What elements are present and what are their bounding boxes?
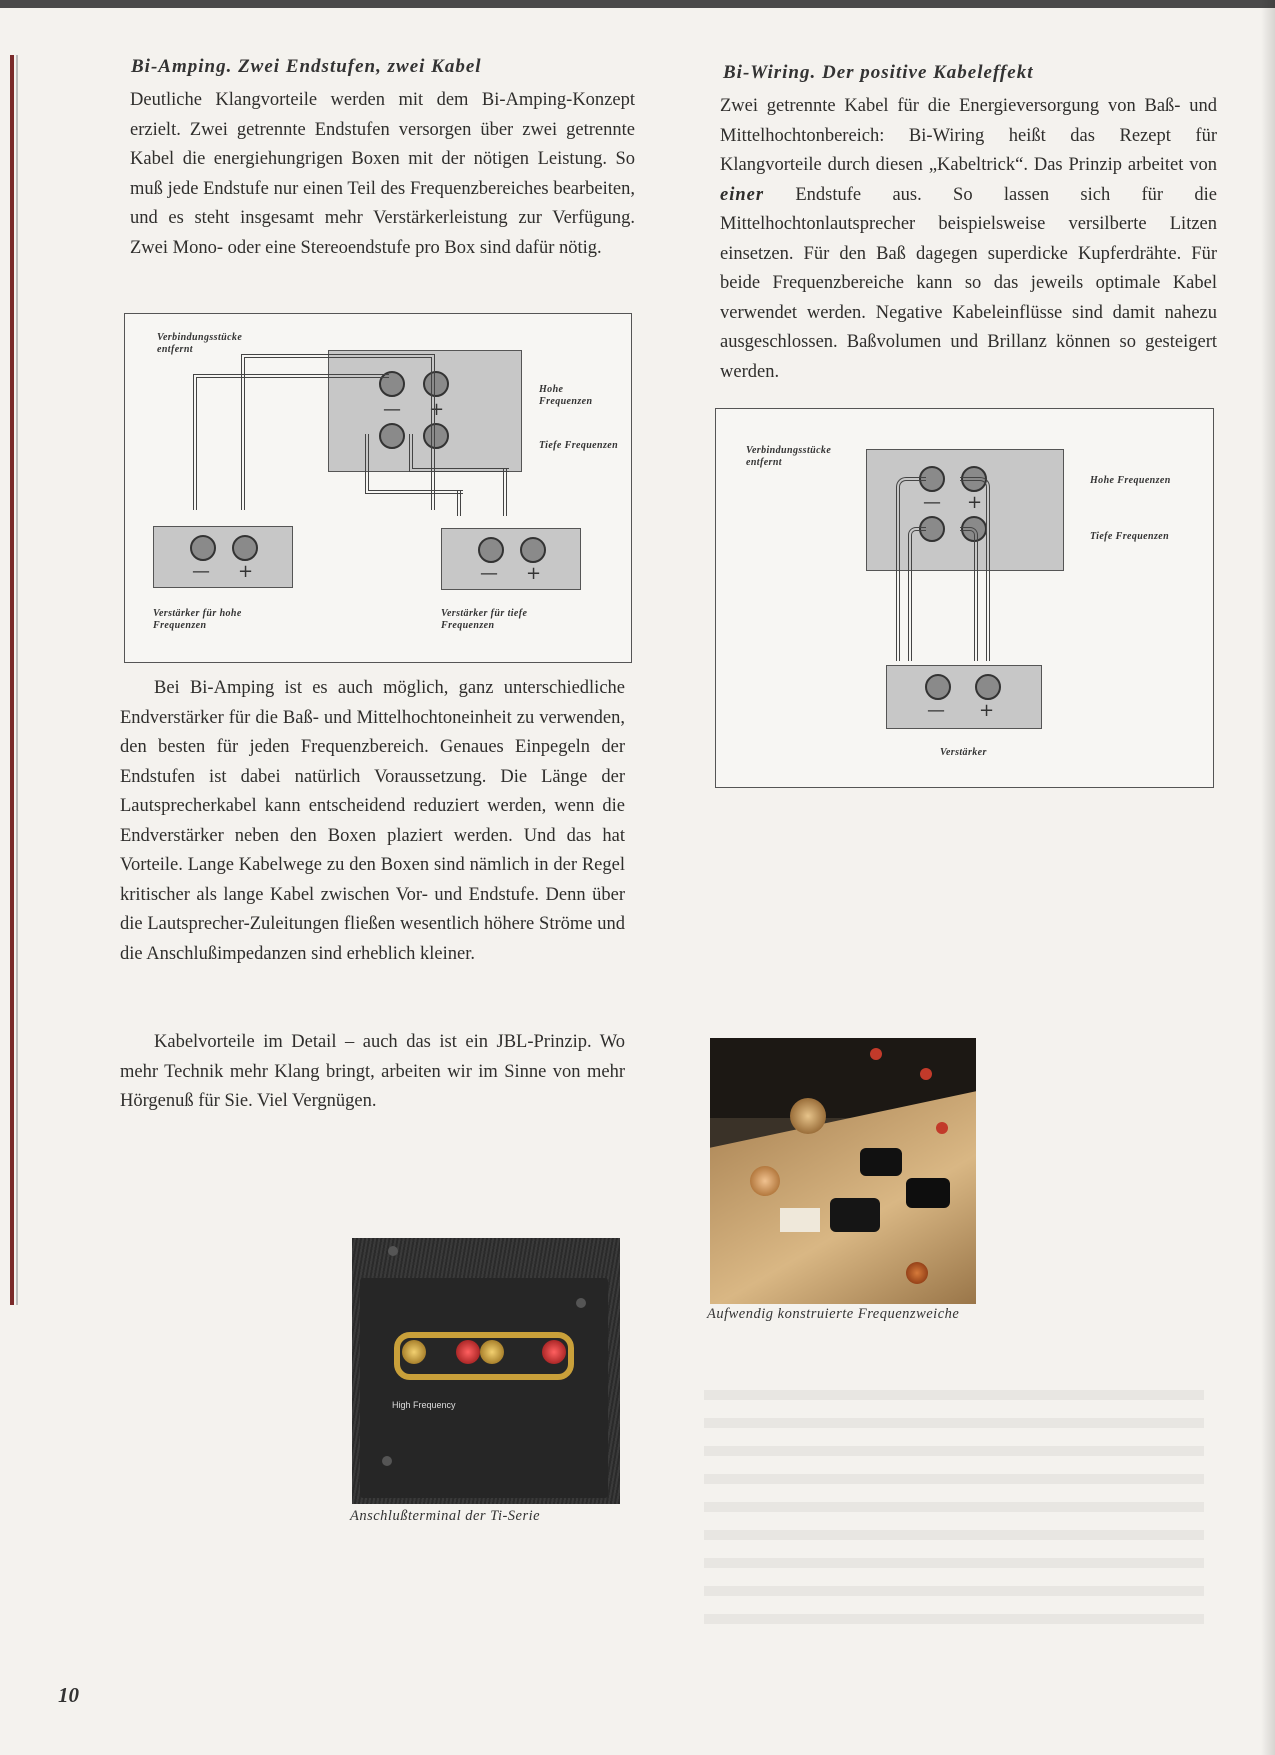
amp-plus-terminal [975, 674, 1001, 700]
plus-sign: + [979, 700, 995, 721]
screw [388, 1246, 398, 1256]
terminal-post [936, 1122, 948, 1134]
amp-high-box [153, 526, 293, 588]
crossover-photo [710, 1038, 976, 1304]
amp-high-minus-terminal [190, 535, 216, 561]
binding-post [456, 1340, 480, 1364]
page-number: 10 [58, 1683, 79, 1707]
biwire-intro-part1: Zwei getrennte Kabel für die Energieversorgung von Baß- und Mittelhochtonbereich: Bi-Wiring heißt das Rezept für Klangvorteile durch diesen „Kabeltrick“. Das Prinzip arbeitet von [720, 96, 1217, 175]
terminal-imprint: High Frequency [392, 1400, 456, 1410]
amp-low-plus-terminal [520, 537, 546, 563]
wire-low-minus [908, 527, 926, 661]
biwire-heading: Bi-Wiring. Der positive Kabeleffekt [723, 62, 1034, 83]
biwire-intro-part2: Endstufe aus. So lassen sich für die Mittelhochtonlautsprecher beispielsweise versilberte Litzen einsetzen. Für den Baß dagegen superdicke Kupferdrähte. Für beide Frequenzbereiche kann so das jeweils optimale Kabel verwendet werden. Negative Kabeleinflüsse sind damit nahezu ausgeschlossen. Baßvolumen und Brillanz können so gesteigert werden. [720, 184, 1217, 382]
label-low-frequencies: Tiefe Frequenzen [1090, 531, 1170, 542]
biamp-intro: Deutliche Klangvorteile werden mit dem Bi-Amping-Konzept erzielt. Zwei getrennte Endstufen versorgen über zwei getrennte Kabel die energiehungrigen Boxen mit der nötigen Leistung. So muß jede Endstufe nur einen Teil des Frequenzbereiches bearbeiten, und es steht insgesamt mehr Verstärkerleistung zur Verfügung. Zwei Mono- oder eine Stereoendstufe pro Box sind dafür nötig. [130, 90, 635, 258]
page-top-edge [0, 0, 1275, 8]
label-amp-high: Verstärker für hohe Frequenzen [153, 608, 242, 631]
wire-low-minus-drop [457, 490, 465, 516]
minus-sign: — [383, 399, 401, 420]
minus-sign: — [923, 492, 941, 513]
terminal-plate [360, 1278, 608, 1498]
label-amp-low: Verstärker für tiefe Frequenzen [441, 608, 528, 631]
biwire-intro [720, 92, 1217, 387]
binding-post [542, 1340, 566, 1364]
coil [750, 1166, 780, 1196]
terminal-post [870, 1048, 882, 1060]
label-low-frequencies: Tiefe Frequenzen [539, 440, 619, 451]
plus-sign: + [429, 399, 445, 420]
minus-sign: — [480, 563, 498, 584]
biamp-heading: Bi-Amping. Zwei Endstufen, zwei Kabel [131, 56, 482, 77]
label-connectors-removed: Verbindungsstücke entfernt [746, 445, 832, 468]
label-high-frequencies: Hohe Frequenzen [539, 384, 593, 407]
show-through [704, 1390, 1204, 1630]
biamp-diagram [124, 313, 632, 663]
binding-edge-line [16, 55, 18, 1305]
wire-low-plus [960, 527, 978, 661]
amp-high-plus-terminal [232, 535, 258, 561]
terminal-photo [352, 1238, 620, 1504]
binding-post [402, 1340, 426, 1364]
coil [906, 1262, 928, 1284]
closing-paragraph: Kabelvorteile im Detail – auch das ist ein JBL-Prinzip. Wo mehr Technik mehr Klang bringt, arbeiten wir im Sinne von mehr Hörgenuß für Sie. Viel Vergnügen. [120, 1032, 625, 1111]
biamp-body: Bei Bi-Amping ist es auch möglich, ganz unterschiedliche Endverstärker für die Baß- und Mittelhochtoneinheit zu verwenden, den besten für jeden Frequenzbereich. Genaues Einpegeln der Endstufen ist dabei natürlich Voraussetzung. Die Länge der Lautsprecherkabel kann entscheidend reduziert werden, wenn die Endverstärker neben den Boxen plaziert werden. Und das hat Vorteile. Lange Kabelwege zu den Boxen sind nämlich in der Regel kritischer als lange Kabel zwischen Vor- und Endstufe. Denn über die Lautsprecher-Zuleitungen fließen wesentlich höhere Ströme und die Anschlußimpedanzen sind erheblich kleiner. [120, 678, 625, 964]
capacitor [860, 1148, 902, 1176]
minus-sign: — [927, 700, 945, 721]
screw [382, 1456, 392, 1466]
capacitor [906, 1178, 950, 1208]
terminal-post [920, 1068, 932, 1080]
amp-box [886, 665, 1042, 729]
amp-low-box [441, 528, 581, 590]
screw [576, 1298, 586, 1308]
amp-minus-terminal [925, 674, 951, 700]
biwire-diagram [715, 408, 1214, 788]
label-connectors-removed: Verbindungsstücke entfernt [157, 332, 243, 355]
binding-post [480, 1340, 504, 1364]
binding-edge [10, 55, 14, 1305]
label-high-frequencies: Hohe Frequenzen [1090, 475, 1171, 486]
page-shadow [1261, 0, 1275, 1755]
label-amp: Verstärker [940, 747, 987, 758]
wire-low-plus-a [409, 434, 509, 472]
plus-sign: + [967, 492, 983, 513]
capacitor [830, 1198, 880, 1232]
minus-sign: — [192, 561, 210, 582]
plus-sign: + [238, 561, 254, 582]
terminal-caption: Anschlußterminal der Ti-Serie [350, 1508, 541, 1524]
crossover-caption: Aufwendig konstruierte Frequenzweiche [707, 1306, 960, 1322]
amp-low-minus-terminal [478, 537, 504, 563]
biwire-intro-emphasis: einer [720, 184, 765, 205]
capacitor [790, 1098, 826, 1134]
plus-sign: + [526, 563, 542, 584]
resistor [780, 1208, 820, 1232]
wire-low-plus-drop [503, 468, 511, 516]
